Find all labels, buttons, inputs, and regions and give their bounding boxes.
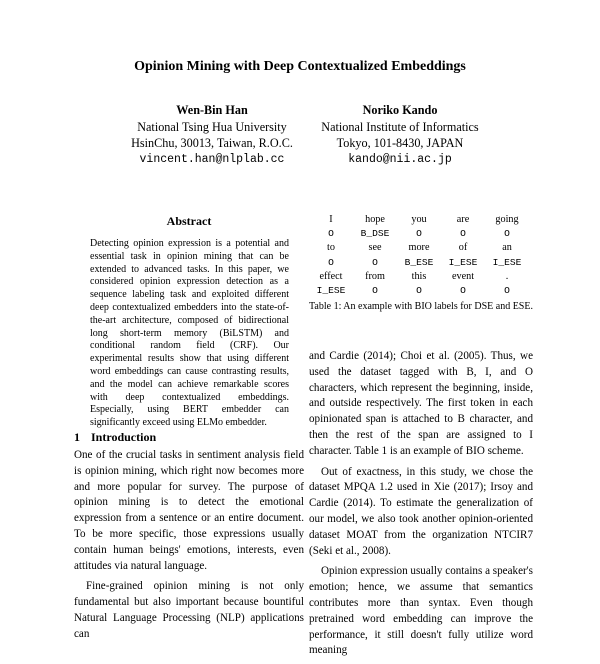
author-email: kando@nii.ac.jp (348, 152, 452, 166)
author-address: Tokyo, 101-8430, JAPAN (336, 136, 464, 150)
tag-cell: I_ESE (316, 285, 346, 297)
tag-cell: O (372, 285, 378, 297)
word-cell: see (368, 242, 382, 254)
table-row (309, 213, 531, 227)
word-cell: to (327, 242, 335, 254)
tag-cell: O (416, 285, 422, 297)
intro-text (74, 448, 304, 648)
tag-cell: O (460, 228, 466, 240)
section-number: 1 (74, 430, 80, 444)
paragraph: Fine-grained opinion mining is not only fundamental but also important because bountiful Natural Language Processing (NLP) applications can (74, 580, 304, 640)
author-email: vincent.han@nlplab.cc (139, 152, 285, 166)
tag-cell: B_ESE (404, 256, 434, 268)
tag-cell: O (416, 228, 422, 240)
word-cell: more (408, 242, 430, 254)
word-cell: of (458, 242, 468, 254)
word-cell: from (365, 270, 385, 282)
word-cell: going (495, 214, 519, 225)
section-heading (74, 430, 156, 445)
paragraph: One of the crucial tasks in sentiment analysis field is opinion mining, which right now becomes more and more popular for survey. The purpose of opinion mining is to detect the emotional expression from a sentence or an entire document. To be more specific, those expressions usually contain human beings' emotions, interests, even attitudes via natural language. (74, 449, 304, 572)
abstract-heading: Abstract (166, 214, 212, 228)
author-address: HsinChu, 30013, Taiwan, R.O.C. (131, 136, 293, 150)
table-caption: Table 1: An example with BIO labels for DSE and ESE. (309, 301, 533, 312)
table-row (309, 256, 531, 270)
word-cell: are (456, 214, 470, 225)
tag-cell: O (504, 228, 510, 240)
tag-cell: I_ESE (492, 256, 522, 268)
author-block-2 (280, 102, 520, 168)
tag-cell: O (372, 256, 378, 268)
tag-cell: O (328, 228, 334, 240)
section-title: Introduction (91, 430, 157, 444)
table-row (309, 284, 531, 298)
paragraph: and Cardie (2014); Choi et al. (2005). Thus, we used the dataset tagged with B, I, and O characters, which represent the beginning, inside, and outside respectively. The first token in each opinionated span is attached to B character, and then the rest of the span are assigned to I character. Table 1 is an example of BIO scheme. (309, 350, 533, 457)
table-row (309, 241, 531, 255)
table-row (309, 227, 531, 241)
paragraph: Opinion expression usually contains a speaker's emotion; hence, we assume that semantics contributes more than syntax. Even though pretrained word embedding can improve the performance, it still doesn't fully utilize word meaning (309, 565, 533, 657)
word-cell: event (451, 270, 475, 282)
word-cell: hope (365, 214, 385, 225)
author-affiliation: National Tsing Hua University (137, 119, 287, 134)
word-cell: you (411, 214, 427, 225)
tag-cell: O (328, 256, 334, 268)
tag-cell: I_ESE (448, 256, 478, 268)
word-cell: effect (319, 270, 343, 282)
author-name: Noriko Kando (362, 103, 438, 117)
tag-cell: O (504, 285, 510, 297)
table-row (309, 270, 531, 284)
abstract-text: Detecting opinion expression is a potential and essential task in opinion mining that can be extended to advanced tasks. In this paper, we considered opinion expression detection as a sequence labeling task and exploited different deep contextualized embedders into the state-of-the-art architecture, composed of bidirectional long short-term memory (BiLSTM) and conditional random field (CRF). Our experimental results show that using different word embeddings can cause contrasting results, and the model can achieve remarkable scores with deep contextualized embeddings. Especially, using BERT embedder can significantly exceed using ELMo embedder. (90, 238, 289, 429)
word-cell: I (329, 214, 333, 225)
word-cell: an (502, 242, 512, 254)
bio-example-table (309, 213, 531, 298)
paragraph: Out of exactness, in this study, we chose the dataset MPQA 1.2 used in Xie (2017); Irsoy and Cardie (2014). To estimate the generalization of our model, we also took another opinion-oriented dataset MOAT from the organization NTCIR7 (Seki et al., 2008). (309, 465, 533, 557)
right-column-text (309, 349, 533, 664)
author-name: Wen-Bin Han (176, 103, 248, 117)
author-affiliation: National Institute of Informatics (321, 119, 479, 134)
word-cell: . (505, 270, 509, 282)
word-cell: this (411, 270, 427, 282)
tag-cell: O (460, 285, 466, 297)
paper-title: Opinion Mining with Deep Contextualized Embeddings (134, 59, 466, 74)
tag-cell: B_DSE (360, 228, 390, 240)
